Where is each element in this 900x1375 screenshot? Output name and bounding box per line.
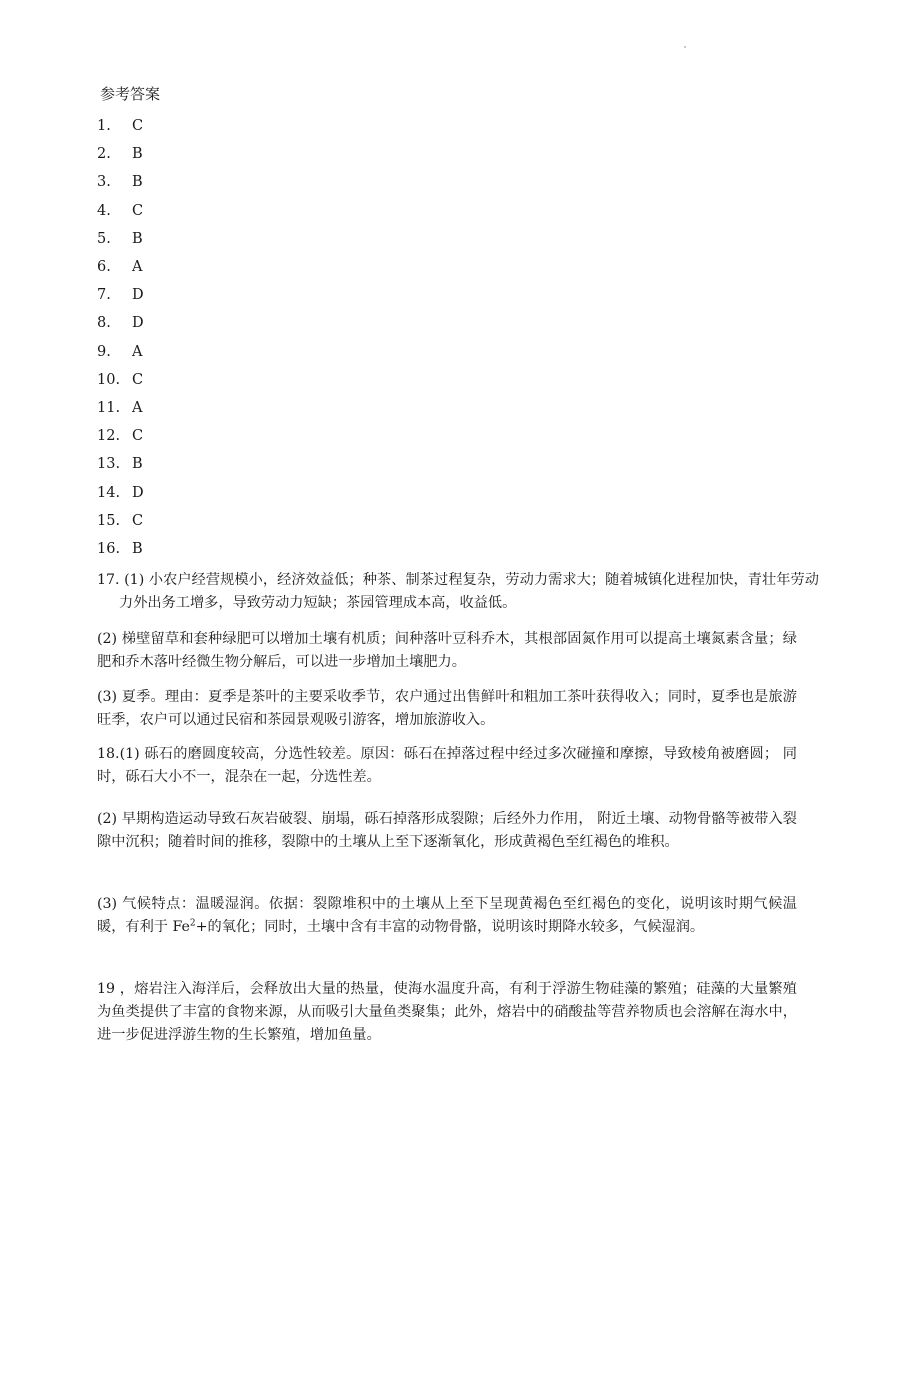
answer-row bbox=[97, 168, 397, 196]
answer-number: 4. bbox=[97, 202, 111, 219]
answer-number: 5. bbox=[97, 230, 111, 247]
answer-choice: D bbox=[132, 287, 144, 304]
answer-number: 12. bbox=[97, 428, 121, 445]
page-title: 参考答案 bbox=[100, 85, 161, 103]
answer-row bbox=[97, 338, 397, 366]
answer-choice: B bbox=[132, 146, 143, 163]
answer-number: 9. bbox=[97, 343, 111, 360]
answer-row bbox=[97, 225, 397, 253]
answer-number: 7. bbox=[97, 287, 111, 304]
answer-row bbox=[97, 140, 397, 168]
answer-choice: C bbox=[132, 118, 144, 135]
answer-choice: C bbox=[132, 428, 144, 445]
answer-choice: B bbox=[132, 174, 143, 191]
answer-19: 19 ，熔岩注入海洋后，会释放出大量的热量，使海水温度升高，有利于浮游生物硅藻的繁殖；硅藻的大量繁殖为鱼类提供了丰富的食物来源，从而吸引大量鱼类聚集；此外，熔岩中的硝酸盐等营养物质也会溶解在海水中，进一步促进浮游生物的生长繁殖，增加鱼量。 bbox=[97, 981, 797, 1043]
answer-number: 15. bbox=[97, 512, 121, 529]
answer-row bbox=[97, 112, 397, 140]
superscript-charge: 2 bbox=[189, 918, 196, 929]
answer-18-part-3-text-b: +的氧化；同时，土壤中含有丰富的动物骨骼，说明该时期降水较多，气候湿润。 bbox=[195, 919, 705, 935]
answer-row bbox=[97, 507, 397, 535]
answer-18-part-2: (2) 早期构造运动导致石灰岩破裂、崩塌，砾石掉落形成裂隙；后经外力作用， 附近土壤、动物骨骼等被带入裂隙中沉积；随着时间的推移，裂隙中的土壤从上至下逐渐氧化，形成黄褐色至红褐色的堆积。 bbox=[97, 811, 797, 850]
answer-number: 10. bbox=[97, 371, 121, 388]
answer-row bbox=[97, 535, 397, 563]
answer-choice: A bbox=[132, 259, 143, 276]
answer-choice: C bbox=[132, 371, 144, 388]
answer-number: 3. bbox=[97, 174, 111, 191]
answer-number: 14. bbox=[97, 484, 121, 501]
answer-number: 13. bbox=[97, 456, 121, 473]
answer-number: 2. bbox=[97, 146, 111, 163]
answer-number: 11. bbox=[97, 399, 121, 416]
answer-choice: A bbox=[132, 343, 143, 360]
answer-choice: C bbox=[132, 512, 144, 529]
answer-row bbox=[97, 450, 397, 478]
answer-17-part-2: (2) 梯壁留草和套种绿肥可以增加土壤有机质；间种落叶豆科乔木，其根部固氮作用可以提高土壤氮素含量；绿肥和乔木落叶经微生物分解后，可以进一步增加土壤肥力。 bbox=[97, 631, 797, 670]
answer-row bbox=[97, 422, 397, 450]
answer-row bbox=[97, 253, 397, 281]
answer-row bbox=[97, 366, 397, 394]
answer-choice: D bbox=[132, 484, 144, 501]
answer-number: 6. bbox=[97, 259, 111, 276]
answer-18-part-3 bbox=[97, 893, 797, 939]
answer-choice: A bbox=[132, 399, 143, 416]
answer-row bbox=[97, 309, 397, 337]
answer-17-part-1: 17. (1) 小农户经营规模小，经济效益低；种茶、制茶过程复杂，劳动力需求大；随着城镇化进程加快，青壮年劳动力外出务工增多，导致劳动力短缺；茶园管理成本高，收益低。 bbox=[97, 572, 819, 611]
answer-choice: D bbox=[132, 315, 144, 332]
answer-choice: B bbox=[132, 230, 143, 247]
answer-choice: B bbox=[132, 456, 143, 473]
answer-number: 16. bbox=[97, 540, 121, 557]
answer-row bbox=[97, 197, 397, 225]
answer-row bbox=[97, 478, 397, 506]
answer-choice: C bbox=[132, 202, 144, 219]
scan-speck bbox=[684, 46, 686, 48]
answer-number: 8. bbox=[97, 315, 111, 332]
answer-number: 1. bbox=[97, 118, 111, 135]
answer-row bbox=[97, 394, 397, 422]
answer-17-part-3: (3) 夏季。理由：夏季是茶叶的主要采收季节，农户通过出售鲜叶和粗加工茶叶获得收入；同时，夏季也是旅游旺季，农户可以通过民宿和茶园景观吸引游客，增加旅游收入。 bbox=[97, 689, 797, 728]
answer-row bbox=[97, 281, 397, 309]
answer-list bbox=[97, 112, 397, 563]
answer-choice: B bbox=[132, 540, 143, 557]
answer-18-part-1: 18.(1) 砾石的磨圆度较高，分选性较差。原因：砾石在掉落过程中经过多次碰撞和摩擦，导致棱角被磨圆； 同时，砾石大小不一，混杂在一起，分选性差。 bbox=[97, 746, 797, 785]
answer-18-part-3-text-a: (3) 气候特点：温暖湿润。依据：裂隙堆积中的土壤从上至下呈现黄褐色至红褐色的变化，说明该时期气候温暖，有利于 Fe bbox=[97, 896, 797, 935]
